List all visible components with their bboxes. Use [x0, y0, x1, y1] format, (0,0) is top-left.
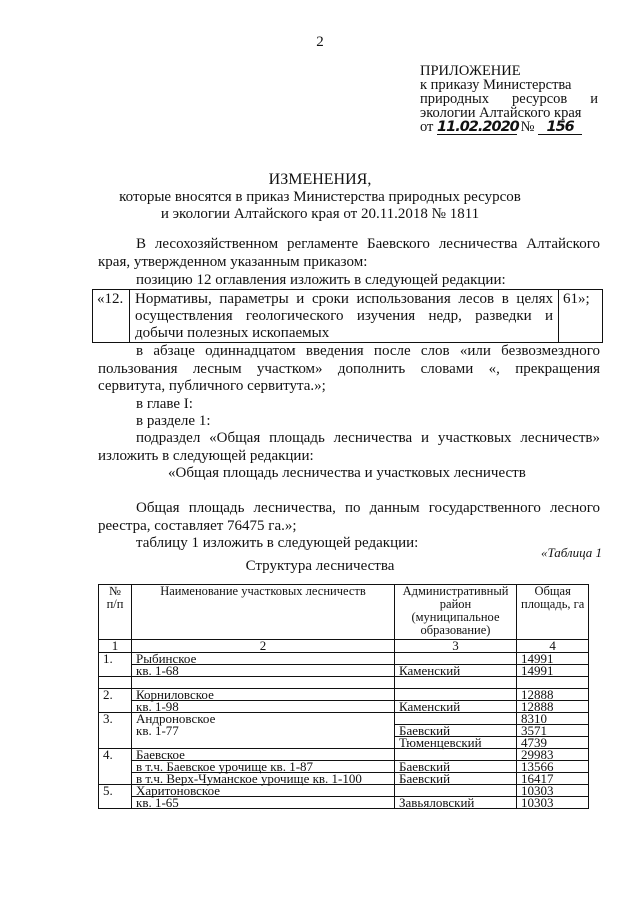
toc-divider-right	[558, 290, 559, 342]
col-number-2: 2	[132, 640, 395, 653]
row-district	[395, 677, 517, 689]
appendix-line-2: природных ресурсов и	[420, 91, 598, 107]
row-area: 12888	[517, 701, 589, 713]
header-district	[395, 585, 517, 640]
col-number-4: 4	[517, 640, 589, 653]
row-area: 3571	[517, 725, 589, 737]
row-area: 14991	[517, 653, 589, 665]
row-district: Баевский	[395, 725, 517, 737]
header-area-line-2: площадь, га	[521, 597, 585, 611]
subsection-line-1: подраздел «Общая площадь лесничества и участковых лесничеств»	[136, 430, 600, 446]
row-num: 2.	[99, 689, 132, 701]
page-number: 2	[316, 34, 324, 50]
appendix-line-1: к приказу Министерства	[420, 77, 572, 93]
row-num: 1.	[99, 653, 132, 665]
subsection-line-2: изложить в следующей редакции:	[98, 448, 314, 464]
appendix-block	[420, 64, 598, 135]
section-line: в разделе 1:	[136, 413, 211, 429]
row-area: 29983	[517, 749, 589, 761]
toc-position-box	[92, 289, 603, 343]
row-area: 16417	[517, 773, 589, 785]
row-area: 12888	[517, 689, 589, 701]
header-num-line-2: п/п	[106, 597, 124, 611]
table-row	[99, 665, 589, 677]
row-name: кв. 1-77	[132, 725, 395, 737]
row-area: 10303	[517, 797, 589, 809]
col-number-3: 3	[395, 640, 517, 653]
doc-title: ИЗМЕНЕНИЯ,	[268, 171, 372, 188]
intro-line-1: В лесохозяйственном регламенте Баевского лесничества Алтайского	[136, 236, 600, 252]
row-name: Баевское	[132, 749, 395, 761]
row-num	[99, 797, 132, 809]
table-title: Структура лесничества	[245, 558, 395, 574]
row-name: Корниловское	[132, 689, 395, 701]
header-district-line-3: (муниципальное	[411, 610, 500, 624]
appendix-line-3: экологии Алтайского края	[420, 105, 582, 121]
row-district: Каменский	[395, 665, 517, 677]
row-area: 4739	[517, 737, 589, 749]
table-row	[99, 797, 589, 809]
row-area: 13566	[517, 761, 589, 773]
quote-title: «Общая площадь лесничества и участковых лесничеств	[168, 465, 526, 481]
toc-num: «12.	[97, 291, 124, 307]
row-name: кв. 1-68	[132, 665, 395, 677]
col-number-1: 1	[99, 640, 132, 653]
handwritten-number: 156	[538, 120, 582, 135]
row-area: 8310	[517, 713, 589, 725]
row-name: кв. 1-98	[132, 701, 395, 713]
table-label: «Таблица 1	[540, 545, 602, 560]
intro-line-2: края, утвержденном указанным приказом:	[98, 254, 368, 270]
row-name: Харитоновское	[132, 785, 395, 797]
doc-subtitle-2: и экологии Алтайского края от 20.11.2018 № 1811	[160, 206, 480, 222]
row-num: 3.	[99, 713, 132, 725]
number-prefix: №	[520, 119, 535, 135]
row-district: Завьяловский	[395, 797, 517, 809]
date-prefix: от	[420, 119, 434, 135]
header-area-line-1: Общая	[534, 584, 571, 598]
row-district: Баевский	[395, 773, 517, 785]
para1-line-3: сервитута, публичного сервитута.»;	[98, 378, 326, 394]
header-name: Наименование участковых лесничеств	[132, 585, 395, 640]
header-district-line-2: район	[439, 597, 472, 611]
row-num	[99, 665, 132, 677]
doc-subtitle-1: которые вносятся в приказ Министерства природных ресурсов	[119, 189, 521, 205]
appendix-date-line	[420, 120, 598, 135]
appendix-title: ПРИЛОЖЕНИЕ	[420, 63, 521, 79]
row-name: Андроновское	[132, 713, 395, 725]
intro-line-3: позицию 12 оглавления изложить в следующей редакции:	[136, 272, 506, 288]
area-line-1: Общая площадь лесничества, по данным государственного лесного	[136, 500, 600, 516]
chapter-line: в главе I:	[136, 396, 193, 412]
toc-divider-left	[129, 290, 130, 342]
row-district: Баевский	[395, 761, 517, 773]
table-row	[99, 725, 589, 737]
toc-page: 61»;	[563, 291, 590, 307]
toc-text-1: Нормативы, параметры и сроки использования лесов в целях	[135, 291, 553, 307]
structure-table	[98, 584, 589, 809]
table-intro: таблицу 1 изложить в следующей редакции:	[136, 535, 419, 551]
row-name: кв. 1-65	[132, 797, 395, 809]
area-line-2: реестра, составляет 76475 га.»;	[98, 518, 297, 534]
row-name: в т.ч. Баевское урочище кв. 1-87	[132, 761, 395, 773]
para1-line-1: в абзаце одиннадцатом введения после слов «или безвозмездного	[136, 343, 600, 359]
toc-text-3: добычи полезных ископаемых	[135, 325, 330, 341]
row-num: 4.	[99, 749, 132, 761]
header-district-line-1: Административный	[402, 584, 509, 598]
para1-line-2: пользования лесным участком» дополнить словами «, прекращения	[98, 361, 600, 377]
handwritten-date: 11.02.2020	[437, 119, 519, 135]
toc-text-2: осуществления геологического изучения недр, разведки и	[135, 308, 553, 324]
row-name: Рыбинское	[132, 653, 395, 665]
row-area: 14991	[517, 665, 589, 677]
table-header-row	[99, 585, 589, 640]
row-area: 10303	[517, 785, 589, 797]
row-num	[99, 725, 132, 737]
row-num	[99, 761, 132, 773]
row-num: 5.	[99, 785, 132, 797]
row-name: в т.ч. Верх-Чуманское урочище кв. 1-100	[132, 773, 395, 785]
row-district: Каменский	[395, 701, 517, 713]
header-num	[99, 585, 132, 640]
row-district: Тюменцевский	[395, 737, 517, 749]
header-area	[517, 585, 589, 640]
header-district-line-4: образование)	[420, 623, 491, 637]
header-num-line-1: №	[109, 584, 121, 598]
